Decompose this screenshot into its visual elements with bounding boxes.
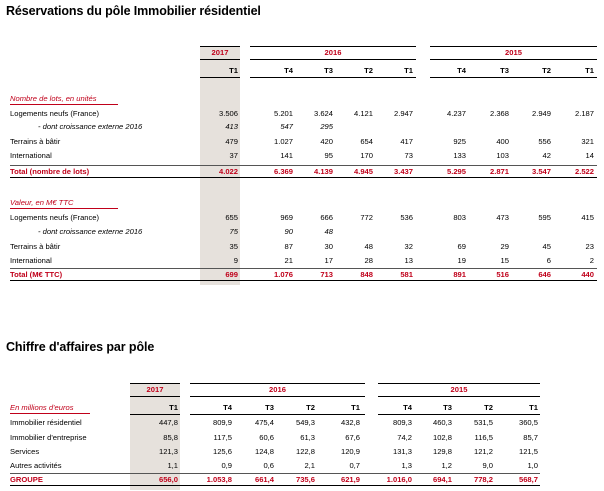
table-cell: 772 — [360, 213, 373, 222]
table-cell: 0,7 — [349, 461, 360, 470]
year-top-rule — [190, 383, 365, 384]
table-cell: 969 — [280, 213, 293, 222]
row-label: Autres activités — [10, 461, 62, 470]
table-cell: 432,8 — [340, 418, 360, 427]
table-cell: 547 — [280, 122, 293, 131]
table-cell: 413 — [225, 122, 238, 131]
year-underline — [190, 396, 365, 397]
table-cell: 321 — [581, 137, 594, 146]
unit-underline — [10, 104, 118, 105]
year-2015-header: 2015 — [450, 385, 468, 394]
table-cell: 803 — [453, 213, 466, 222]
table-cell: 4.121 — [353, 109, 373, 118]
table-cell: 35 — [229, 242, 238, 251]
table-cell: 400 — [496, 137, 509, 146]
quarter-header: T4 — [284, 66, 293, 75]
total-row-label: Total (M€ TTC) — [10, 270, 63, 279]
table-cell: 131,3 — [392, 447, 412, 456]
row-label: Immobilier résidentiel — [10, 418, 82, 427]
quarter-header: T1 — [404, 66, 413, 75]
table-cell: 656,0 — [158, 475, 178, 484]
table-cell: 90 — [284, 227, 293, 236]
year-underline — [250, 59, 416, 60]
quarter-underline — [200, 77, 240, 78]
table-cell: 1.027 — [273, 137, 293, 146]
quarter-header: T2 — [306, 403, 315, 412]
total-top-rule — [10, 165, 597, 166]
quarter-underline — [130, 414, 180, 415]
quarter-header: T3 — [500, 66, 509, 75]
table-cell: 23 — [585, 242, 594, 251]
table-cell: 6 — [546, 256, 551, 265]
year-2016-header: 2016 — [324, 48, 342, 57]
table-cell: 475,4 — [254, 418, 274, 427]
table-cell: 3.624 — [313, 109, 333, 118]
table-cell: 48 — [324, 227, 333, 236]
quarter-header: T3 — [324, 66, 333, 75]
table-cell: 133 — [453, 151, 466, 160]
table-cell: 2,1 — [304, 461, 315, 470]
table-cell: 0,9 — [221, 461, 232, 470]
table-cell: 102,8 — [432, 433, 452, 442]
unit-underline — [10, 413, 90, 414]
table-cell: 4.139 — [313, 167, 333, 176]
table-cell: 95 — [324, 151, 333, 160]
year-2015-header: 2015 — [505, 48, 522, 57]
table-cell: 15 — [500, 256, 509, 265]
table-cell: 141 — [280, 151, 293, 160]
section-title: Chiffre d'affaires par pôle — [6, 340, 155, 354]
table-cell: 0,6 — [263, 461, 274, 470]
quarter-header: T1 — [585, 66, 594, 75]
quarter-underline — [190, 414, 365, 415]
table-cell: 531,5 — [473, 418, 493, 427]
table-cell: 2 — [589, 256, 594, 265]
table-cell: 713 — [320, 270, 333, 279]
table-cell: 6.369 — [273, 167, 293, 176]
year-top-rule — [430, 46, 597, 47]
quarter-header: T3 — [443, 403, 452, 412]
table-cell: 516 — [496, 270, 509, 279]
year-underline — [200, 59, 240, 60]
quarter-underline — [378, 414, 540, 415]
table-cell: 120,9 — [340, 447, 360, 456]
table-cell: 891 — [453, 270, 466, 279]
table-cell: 360,5 — [518, 418, 538, 427]
quarter-header: T2 — [484, 403, 493, 412]
table-cell: 1,2 — [441, 461, 452, 470]
year-top-rule — [378, 383, 540, 384]
table-cell: 37 — [229, 151, 238, 160]
unit-label: Nombre de lots, en unités — [10, 94, 97, 103]
table-cell: 103 — [496, 151, 509, 160]
quarter-header: T3 — [265, 403, 274, 412]
table-cell: 4.945 — [353, 167, 373, 176]
table-cell: 5.295 — [446, 167, 466, 176]
table-cell: 75 — [229, 227, 238, 236]
year-2017-header: 2017 — [211, 48, 229, 57]
table-cell: 29 — [500, 242, 509, 251]
table-cell: 2.522 — [574, 167, 594, 176]
table-cell: 1,1 — [167, 461, 178, 470]
table-cell: 666 — [320, 213, 333, 222]
table-cell: 13 — [404, 256, 413, 265]
total-row-label: Total (nombre de lots) — [10, 167, 90, 176]
table-cell: 848 — [360, 270, 373, 279]
table-cell: 735,6 — [295, 475, 315, 484]
table-cell: 549,3 — [295, 418, 315, 427]
table-cell: 654 — [360, 137, 373, 146]
table-cell: 694,1 — [432, 475, 452, 484]
table-cell: 14 — [585, 151, 594, 160]
row-label: International — [10, 256, 52, 265]
quarter-header: T1 — [529, 403, 538, 412]
quarter-header: T4 — [403, 403, 412, 412]
unit-underline — [10, 208, 118, 209]
table-cell: 117,5 — [213, 433, 232, 442]
table-cell: 121,3 — [158, 447, 178, 456]
total-bottom-rule — [10, 177, 597, 178]
total-top-rule — [10, 268, 597, 269]
table-cell: 809,9 — [212, 418, 232, 427]
total-bottom-rule — [10, 280, 597, 281]
table-cell: 170 — [360, 151, 373, 160]
table-cell: 3.547 — [531, 167, 551, 176]
table-cell: 45 — [542, 242, 551, 251]
table-cell: 1,3 — [401, 461, 412, 470]
table-cell: 295 — [320, 122, 333, 131]
table-cell: 30 — [324, 242, 333, 251]
quarter-header: T1 — [169, 403, 178, 412]
table-cell: 1.016,0 — [386, 475, 412, 484]
row-label: Logements neufs (France) — [10, 213, 100, 222]
year-underline — [130, 396, 180, 397]
total-row-label: GROUPE — [10, 475, 43, 484]
table-cell: 125,6 — [212, 447, 232, 456]
table-cell: 447,8 — [158, 418, 178, 427]
table-cell: 1.053,8 — [206, 475, 232, 484]
row-label: Logements neufs (France) — [10, 109, 100, 118]
row-label: Terrains à bâtir — [10, 137, 61, 146]
year-top-rule — [200, 46, 240, 47]
table-cell: 9 — [233, 256, 238, 265]
table-cell: 581 — [400, 270, 413, 279]
unit-label: En millions d'euros — [10, 403, 74, 412]
table-cell: 129,8 — [432, 447, 452, 456]
table-cell: 85,7 — [523, 433, 538, 442]
table-cell: 440 — [581, 270, 594, 279]
table-cell: 661,4 — [254, 475, 274, 484]
table-cell: 122,8 — [295, 447, 315, 456]
year-top-rule — [250, 46, 416, 47]
table-cell: 3.437 — [393, 167, 413, 176]
table-cell: 124,8 — [254, 447, 274, 456]
table-cell: 595 — [538, 213, 551, 222]
table-cell: 4.022 — [218, 167, 238, 176]
quarter-header: T4 — [223, 403, 232, 412]
table-cell: 2.368 — [489, 109, 509, 118]
table-cell: 536 — [400, 213, 413, 222]
year-top-rule — [130, 383, 180, 384]
table-cell: 17 — [324, 256, 333, 265]
table-cell: 473 — [496, 213, 509, 222]
quarter-underline — [250, 77, 416, 78]
table-cell: 73 — [404, 151, 413, 160]
quarter-header: T2 — [364, 66, 373, 75]
table-cell: 460,3 — [432, 418, 452, 427]
table-cell: 121,2 — [473, 447, 493, 456]
total-bottom-rule — [10, 485, 540, 486]
table-cell: 87 — [284, 242, 293, 251]
page-title: Réservations du pôle Immobilier résidentiel — [6, 4, 261, 18]
row-label: - dont croissance externe 2016 — [38, 122, 143, 131]
table-cell: 568,7 — [518, 475, 538, 484]
table-cell: 655 — [225, 213, 238, 222]
table-cell: 2.949 — [531, 109, 551, 118]
year-underline — [378, 396, 540, 397]
table-cell: 69 — [457, 242, 466, 251]
table-cell: 4.237 — [446, 109, 466, 118]
table-cell: 28 — [364, 256, 373, 265]
table-cell: 699 — [225, 270, 238, 279]
table-cell: 2.187 — [574, 109, 594, 118]
table-cell: 48 — [364, 242, 373, 251]
table-cell: 2.947 — [393, 109, 413, 118]
table-cell: 1,0 — [527, 461, 538, 470]
quarter-header: T4 — [457, 66, 466, 75]
table-cell: 74,2 — [397, 433, 412, 442]
year-underline — [430, 59, 597, 60]
table-cell: 67,6 — [345, 433, 360, 442]
quarter-header: T1 — [351, 403, 360, 412]
table-cell: 415 — [581, 213, 594, 222]
table-cell: 2.871 — [489, 167, 509, 176]
year-2016-header: 2016 — [269, 385, 286, 394]
table-cell: 925 — [453, 137, 466, 146]
table-cell: 121,5 — [518, 447, 538, 456]
quarter-header: T1 — [229, 66, 238, 75]
total-top-rule — [10, 473, 540, 474]
table-cell: 61,3 — [300, 433, 315, 442]
table-cell: 19 — [457, 256, 466, 265]
row-label: Services — [10, 447, 40, 456]
row-label: - dont croissance externe 2016 — [38, 227, 143, 236]
unit-label: Valeur, en M€ TTC — [10, 198, 74, 207]
table-cell: 646 — [538, 270, 551, 279]
table-cell: 479 — [225, 137, 238, 146]
quarter-header: T2 — [542, 66, 551, 75]
row-label: Terrains à bâtir — [10, 242, 61, 251]
table-cell: 5.201 — [273, 109, 293, 118]
table-cell: 9,0 — [482, 461, 493, 470]
quarter-underline — [430, 77, 597, 78]
table-cell: 60,6 — [259, 433, 274, 442]
table-cell: 417 — [400, 137, 413, 146]
table-cell: 556 — [538, 137, 551, 146]
year-2017-header: 2017 — [146, 385, 164, 394]
table-cell: 42 — [542, 151, 551, 160]
table-cell: 778,2 — [473, 475, 493, 484]
table-cell: 1.076 — [273, 270, 293, 279]
row-label: Immobilier d'entreprise — [10, 433, 87, 442]
table-cell: 420 — [320, 137, 333, 146]
table-cell: 809,3 — [392, 418, 412, 427]
table-cell: 21 — [284, 256, 293, 265]
row-label: International — [10, 151, 52, 160]
table-cell: 116,5 — [474, 433, 493, 442]
table-cell: 85,8 — [163, 433, 178, 442]
table-cell: 3.506 — [218, 109, 238, 118]
table-cell: 621,9 — [340, 475, 360, 484]
table-cell: 32 — [404, 242, 413, 251]
